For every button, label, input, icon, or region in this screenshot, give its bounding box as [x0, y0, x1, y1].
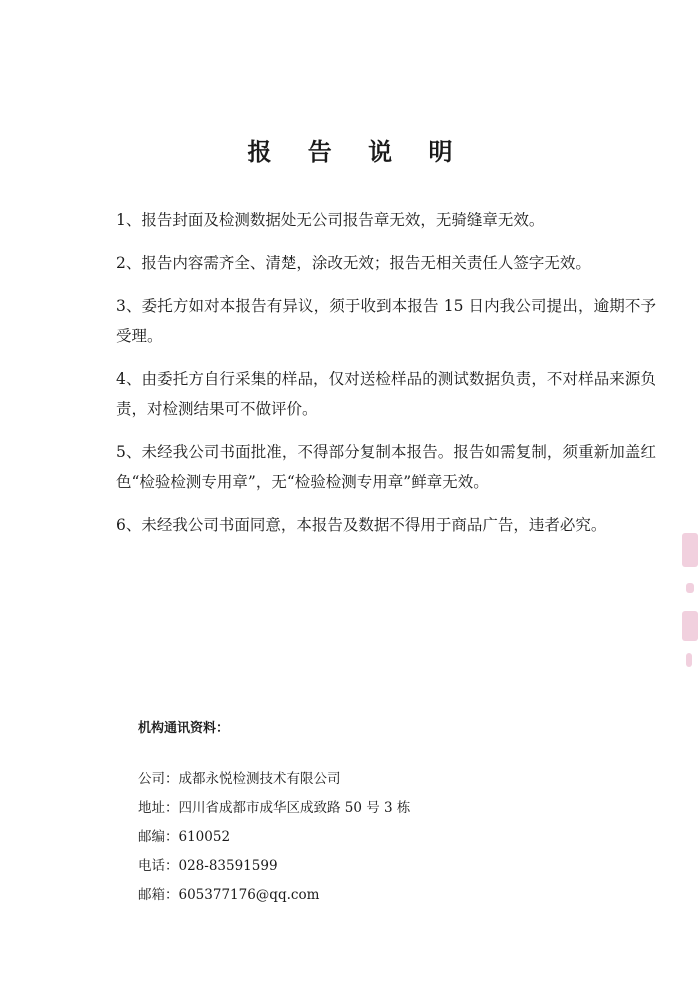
contact-heading: 机构通讯资料： [138, 721, 230, 736]
note-item-6: 6、未经我公司书面同意，本报告及数据不得用于商品广告，违者必究。 [116, 516, 607, 534]
note-item-1: 1、报告封面及检测数据处无公司报告章无效，无骑缝章无效。 [116, 211, 545, 229]
page-title: 报 告 说 明 [247, 137, 467, 166]
address-label: 地址： [138, 800, 179, 816]
postcode-label: 邮编： [138, 829, 179, 845]
stamp-fragment-mark [682, 611, 698, 641]
contact-company-row [138, 769, 558, 789]
email-value: 605377176@qq.com [178, 887, 320, 903]
contact-postcode-row [138, 827, 558, 847]
contact-email-row [138, 885, 558, 905]
company-label: 公司： [138, 771, 179, 787]
stamp-fragment-mark [682, 533, 698, 567]
seam-stamp-fragment [674, 525, 700, 675]
phone-label: 电话： [138, 858, 179, 874]
phone-value: 028-83591599 [178, 858, 278, 874]
stamp-fragment-mark [686, 653, 692, 667]
stamp-fragment-mark [686, 583, 694, 593]
note-item-5: 5、未经我公司书面批准，不得部分复制本报告。报告如需复制，须重新加盖红色“检验检测专用章”，无“检验检测专用章”鲜章无效。 [116, 443, 656, 491]
company-name: 成都永悦检测技术有限公司 [178, 771, 341, 787]
postcode-value: 610052 [178, 829, 231, 845]
contact-address-row [138, 798, 558, 818]
contact-phone-row [138, 856, 558, 876]
email-label: 邮箱： [138, 887, 179, 903]
note-item-3: 3、委托方如对本报告有异议，须于收到本报告 15 日内我公司提出，逾期不予受理。 [116, 297, 656, 345]
note-item-2: 2、报告内容需齐全、清楚，涂改无效；报告无相关责任人签字无效。 [116, 254, 591, 272]
note-item-4: 4、由委托方自行采集的样品，仅对送检样品的测试数据负责，不对样品来源负责，对检测结果可不做评价。 [116, 370, 656, 418]
contact-section [138, 719, 558, 914]
notes-list [116, 205, 656, 553]
address-value: 四川省成都市成华区成致路 50 号 3 栋 [178, 800, 411, 816]
